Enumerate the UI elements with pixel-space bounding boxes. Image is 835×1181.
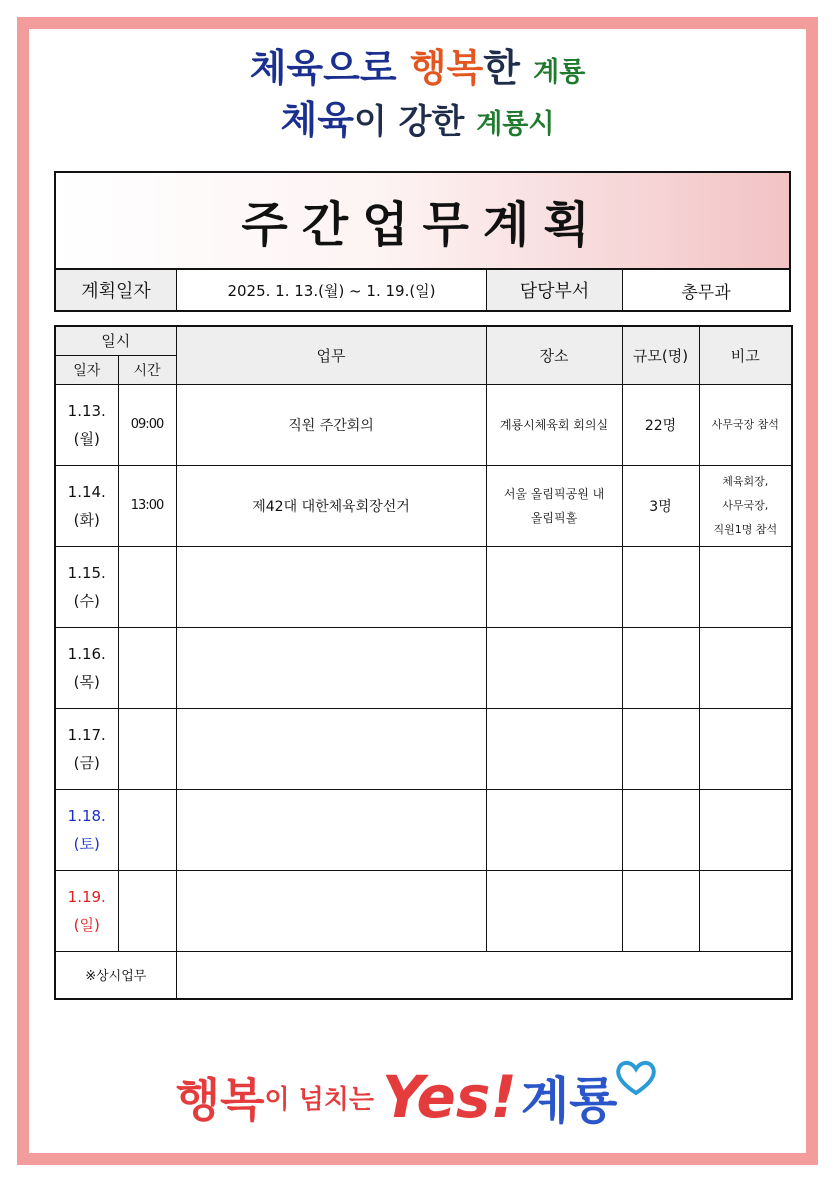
header-task: 업무 bbox=[176, 326, 486, 384]
table-row bbox=[55, 546, 792, 627]
row-scale bbox=[622, 708, 699, 789]
row-note-line: 체육회장, bbox=[722, 474, 769, 488]
row-time bbox=[118, 627, 176, 708]
row-date bbox=[55, 789, 118, 870]
bottom-slogan bbox=[0, 1052, 835, 1142]
row-task: 직원 주간회의 bbox=[176, 384, 486, 465]
row-day-value: (토) bbox=[73, 834, 100, 853]
row-time: 13:00 bbox=[118, 465, 176, 546]
regular-task-label: ※상시업무 bbox=[55, 951, 176, 999]
row-note bbox=[699, 465, 792, 546]
slogan-word: 체육 bbox=[249, 46, 324, 90]
row-scale bbox=[622, 870, 699, 951]
bottom-slogan-word: 계룡 bbox=[520, 1072, 618, 1130]
table-row bbox=[55, 465, 792, 546]
row-date bbox=[55, 546, 118, 627]
slogan-word: 체육 bbox=[280, 98, 354, 142]
header-note: 비고 bbox=[699, 326, 792, 384]
row-date-value: 1.18. bbox=[67, 806, 106, 825]
regular-task-value bbox=[176, 951, 792, 999]
row-day-value: (화) bbox=[73, 510, 100, 529]
slogan-word: 으로 bbox=[323, 46, 410, 90]
table-row bbox=[55, 384, 792, 465]
page-title: 주간업무계획 bbox=[241, 197, 604, 253]
row-date-value: 1.16. bbox=[67, 644, 106, 663]
row-scale bbox=[622, 546, 699, 627]
bottom-slogan-word: Yes! bbox=[381, 1063, 517, 1131]
row-scale: 3명 bbox=[622, 465, 699, 546]
row-note-line: 사무국장 참석 bbox=[711, 417, 779, 431]
plan-date-value: 2025. 1. 13.(월) ~ 1. 19.(일) bbox=[177, 270, 487, 310]
row-time bbox=[118, 789, 176, 870]
row-date bbox=[55, 708, 118, 789]
slogan-word: 행복 bbox=[409, 46, 484, 90]
row-date bbox=[55, 465, 118, 546]
row-task bbox=[176, 708, 486, 789]
row-day-value: (일) bbox=[73, 915, 100, 934]
row-note bbox=[699, 789, 792, 870]
row-place bbox=[486, 870, 622, 951]
row-note-line: 직원1명 참석 bbox=[713, 522, 778, 536]
row-date-value: 1.13. bbox=[67, 401, 106, 420]
slogan-word: 계룡시 bbox=[476, 109, 555, 140]
row-time bbox=[118, 708, 176, 789]
row-day-value: (금) bbox=[73, 753, 100, 772]
dept-label: 담당부서 bbox=[487, 270, 623, 310]
row-place bbox=[486, 465, 622, 546]
row-place bbox=[486, 789, 622, 870]
row-scale bbox=[622, 627, 699, 708]
row-date-value: 1.17. bbox=[67, 725, 106, 744]
top-slogan-line-1 bbox=[0, 42, 835, 94]
slogan-word: 강한 bbox=[398, 102, 477, 142]
row-time bbox=[118, 870, 176, 951]
table-header-row bbox=[55, 326, 792, 355]
bottom-slogan-word: 이 넘치는 bbox=[264, 1084, 374, 1115]
header-scale: 규모(명) bbox=[622, 326, 699, 384]
regular-task-row bbox=[55, 951, 792, 999]
slogan-word: 계룡 bbox=[533, 57, 586, 88]
row-date bbox=[55, 384, 118, 465]
row-place bbox=[486, 708, 622, 789]
top-slogan-line-2 bbox=[0, 94, 835, 146]
row-place-line: 서울 올림픽공원 내 bbox=[503, 486, 605, 501]
slogan-word: 한 bbox=[483, 46, 534, 90]
slogan-word: 이 bbox=[353, 102, 399, 142]
row-day-value: (목) bbox=[73, 672, 100, 691]
header-date: 일자 bbox=[55, 355, 118, 384]
dept-value: 총무과 bbox=[681, 282, 731, 303]
row-note bbox=[699, 708, 792, 789]
header-datetime: 일시 bbox=[55, 326, 176, 355]
bottom-slogan-word: 행복 bbox=[175, 1073, 265, 1127]
plan-info-row bbox=[54, 268, 791, 312]
row-note bbox=[699, 870, 792, 951]
row-date-value: 1.14. bbox=[67, 482, 106, 501]
plan-date-label: 계획일자 bbox=[56, 270, 177, 310]
row-place-line: 올림픽홀 bbox=[530, 510, 578, 525]
row-task: 제42대 대한체육회장선거 bbox=[176, 465, 486, 546]
row-day-value: (월) bbox=[73, 429, 100, 448]
row-note bbox=[699, 627, 792, 708]
row-task bbox=[176, 627, 486, 708]
header-place: 장소 bbox=[486, 326, 622, 384]
row-date-value: 1.15. bbox=[67, 563, 106, 582]
row-task bbox=[176, 546, 486, 627]
row-time: 09:00 bbox=[118, 384, 176, 465]
row-place bbox=[486, 627, 622, 708]
row-date bbox=[55, 870, 118, 951]
row-task bbox=[176, 870, 486, 951]
header-time: 시간 bbox=[118, 355, 176, 384]
row-note bbox=[699, 384, 792, 465]
row-scale bbox=[622, 789, 699, 870]
row-note-line: 사무국장, bbox=[722, 498, 769, 512]
row-date bbox=[55, 627, 118, 708]
top-slogan bbox=[0, 42, 835, 146]
table-row bbox=[55, 870, 792, 951]
row-date-value: 1.19. bbox=[67, 887, 106, 906]
row-scale: 22명 bbox=[622, 384, 699, 465]
table-row bbox=[55, 789, 792, 870]
row-place bbox=[486, 384, 622, 465]
row-day-value: (수) bbox=[73, 591, 100, 610]
row-time bbox=[118, 546, 176, 627]
table-row bbox=[55, 708, 792, 789]
schedule-table bbox=[54, 325, 793, 1000]
row-place-line: 계룡시체육회 회의실 bbox=[499, 417, 609, 432]
row-task bbox=[176, 789, 486, 870]
table-row bbox=[55, 627, 792, 708]
schedule-rows bbox=[55, 384, 792, 951]
row-place bbox=[486, 546, 622, 627]
title-banner bbox=[54, 171, 791, 268]
row-note bbox=[699, 546, 792, 627]
heart-icon bbox=[613, 1057, 659, 1097]
